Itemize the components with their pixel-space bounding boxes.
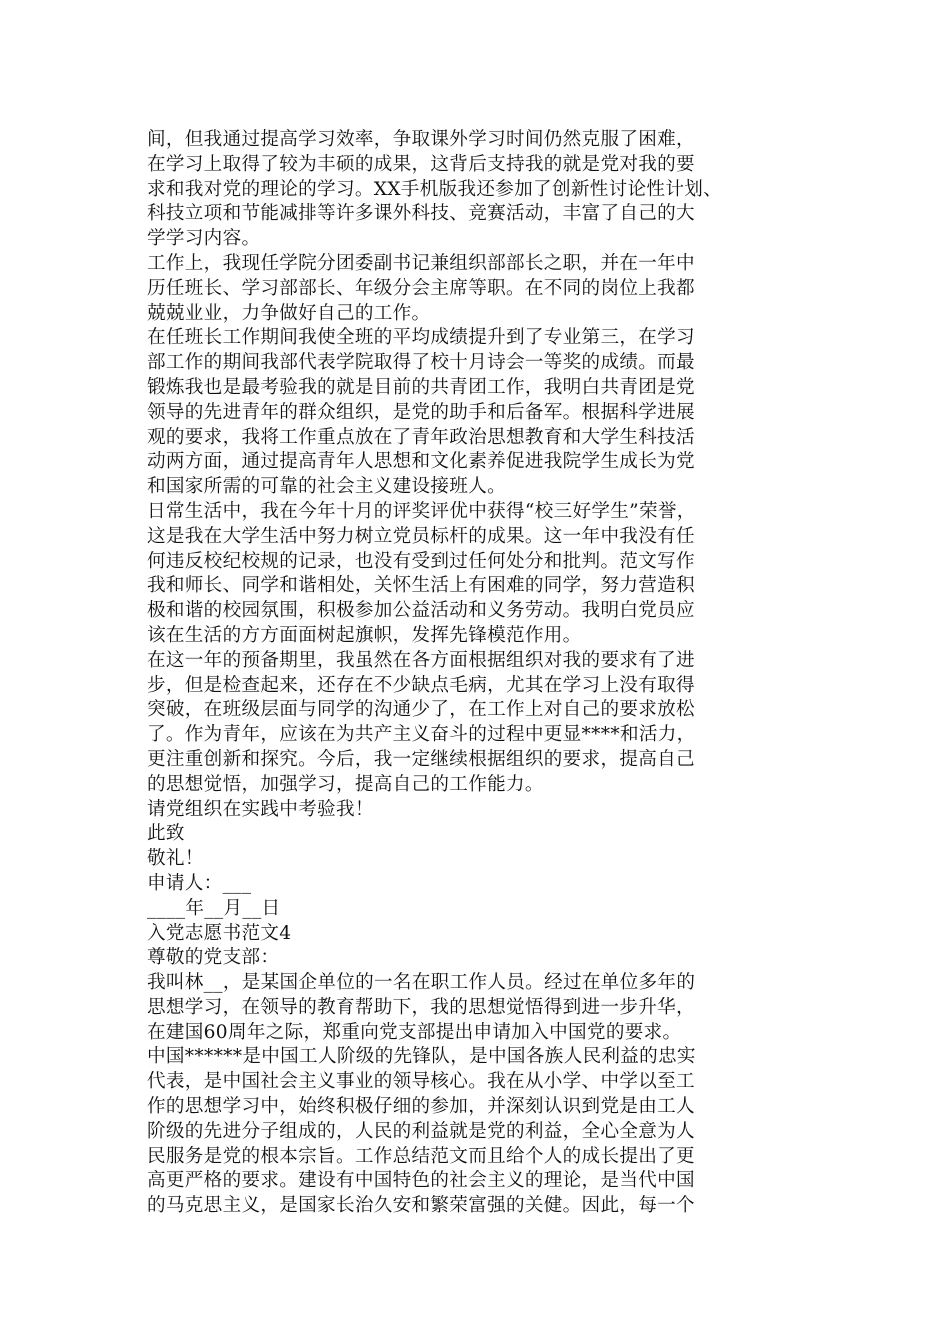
text-line: 部工作的期间我部代表学院取得了校十月诗会一等奖的成绩。而最 [147, 352, 695, 374]
document-body [147, 128, 817, 1219]
text-line: 请党组织在实践中考验我！ [147, 798, 374, 820]
text-line: 在这一年的预备期里，我虽然在各方面根据组织对我的要求有了进 [147, 649, 695, 671]
text-line: 历任班长、学习部部长、年级分会主席等职。在不同的岗位上我都 [147, 277, 695, 299]
text-line: 突破，在班级层面与同学的沟通少了，在工作上对自己的要求放松 [147, 699, 695, 721]
text-line: ____年__月__日 [147, 897, 281, 919]
text-line: 申请人：___ [147, 872, 252, 894]
text-line: 工作上，我现任学院分团委副书记兼组织部部长之职，并在一年中 [147, 252, 695, 274]
text-line: 求和我对党的理论的学习。XX手机版我还参加了创新性讨论性计划、 [147, 178, 722, 200]
text-line: 兢兢业业，力争做好自己的工作。 [147, 302, 431, 324]
text-line: 敬礼！ [147, 848, 204, 870]
text-line: 学学习内容。 [147, 228, 261, 250]
text-line: 极和谐的校园氛围，积极参加公益活动和义务劳动。我明白党员应 [147, 600, 695, 622]
text-line: 作的思想学习中，始终积极仔细的参加，并深刻认识到党是由工人 [147, 1096, 695, 1118]
text-line: 中国******是中国工人阶级的先锋队，是中国各族人民利益的忠实 [147, 1046, 696, 1068]
text-line: 入党志愿书范文4 [147, 922, 292, 944]
text-line: 该在生活的方方面面树起旗帜，发挥先锋模范作用。 [147, 624, 582, 646]
text-line: 科技立项和节能减排等许多课外科技、竞赛活动，丰富了自己的大 [147, 203, 695, 225]
text-line: 的马克思主义，是国家长治久安和繁荣富强的关健。因此，每一个 [147, 1195, 695, 1217]
text-line: 动两方面，通过提高青年人思想和文化素养促进我院学生成长为党 [147, 451, 695, 473]
text-line: 日常生活中，我在今年十月的评奖评优中获得“校三好学生”荣誉， [147, 500, 696, 522]
text-line: 这是我在大学生活中努力树立党员标杆的成果。这一年中我没有任 [147, 525, 695, 547]
text-line: 观的要求，我将工作重点放在了青年政治思想教育和大学生科技活 [147, 426, 695, 448]
text-line: 阶级的先进分子组成的，人民的利益就是党的利益，全心全意为人 [147, 1120, 695, 1142]
text-line: 尊敬的党支部： [147, 947, 280, 969]
text-line: 间，但我通过提高学习效率，争取课外学习时间仍然克服了困难， [147, 129, 695, 150]
text-line: 民服务是党的根本宗旨。工作总结范文而且给个人的成长提出了更 [147, 1145, 695, 1167]
text-line: 在任班长工作期间我使全班的平均成绩提升到了专业第三，在学习 [147, 327, 695, 349]
text-line: 思想学习，在领导的教育帮助下，我的思想觉悟得到进一步升华， [147, 996, 695, 1018]
text-line: 更注重创新和探究。今后，我一定继续根据组织的要求，提高自己 [147, 748, 695, 770]
text-line: 何违反校纪校规的记录，也没有受到过任何处分和批判。范文写作 [147, 550, 695, 572]
text-line: 高更严格的要求。建设有中国特色的社会主义的理论，是当代中国 [147, 1170, 695, 1192]
text-line: 了。作为青年，应该在为共产主义奋斗的过程中更显****和活力， [147, 724, 696, 746]
text-line: 此致 [147, 823, 185, 845]
text-line: 在建国60周年之际，郑重向党支部提出申请加入中国党的要求。 [147, 1021, 682, 1043]
text-line: 领导的先进青年的群众组织，是党的助手和后备军。根据科学进展 [147, 401, 695, 423]
text-line: 代表，是中国社会主义事业的领导核心。我在从小学、中学以至工 [147, 1071, 695, 1093]
text-line: 我叫林__，是某国企单位的一名在职工作人员。经过在单位多年的 [147, 972, 696, 994]
text-line: 在学习上取得了较为丰硕的成果，这背后支持我的就是党对我的要 [147, 153, 695, 175]
text-line: 的思想觉悟，加强学习，提高自己的工作能力。 [147, 773, 544, 795]
text-line: 和国家所需的可靠的社会主义建设接班人。 [147, 476, 506, 498]
text-line: 我和师长、同学和谐相处，关怀生活上有困难的同学，努力营造积 [147, 575, 695, 597]
text-line: 步，但是检查起来，还存在不少缺点毛病，尤其在学习上没有取得 [147, 674, 695, 696]
text-line: 锻炼我也是最考验我的就是目前的共青团工作，我明白共青团是党 [147, 376, 695, 398]
